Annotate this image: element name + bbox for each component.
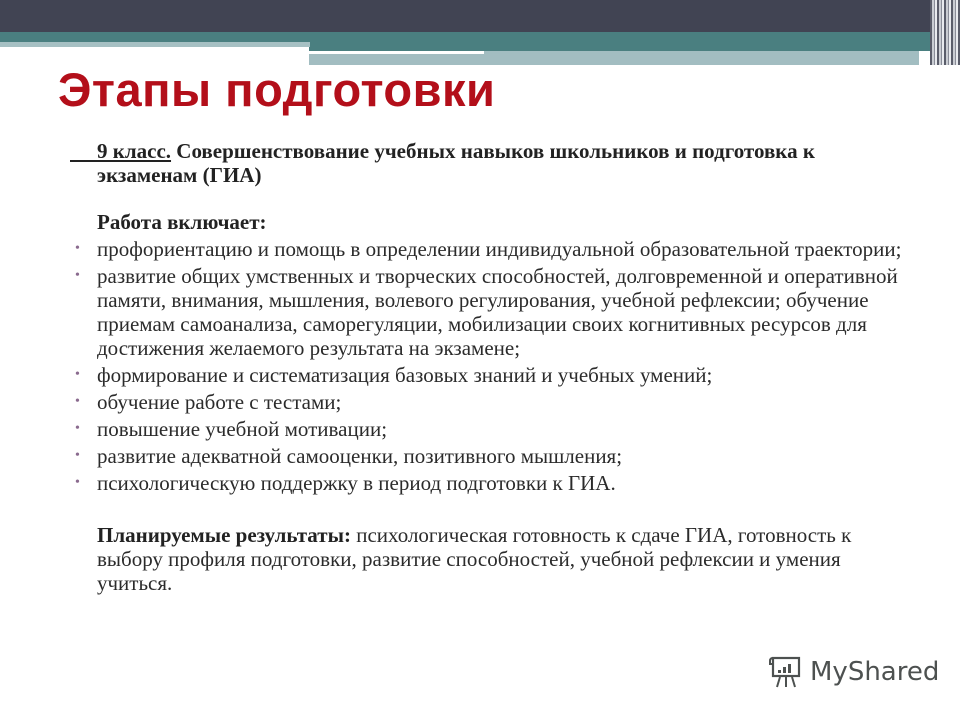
- list-item: [75, 417, 917, 441]
- grade-label: 9 класс.: [97, 139, 172, 163]
- bullet-icon: •: [75, 421, 80, 436]
- list-item: [75, 237, 917, 261]
- list-item: [75, 390, 917, 414]
- header-white-line: [309, 51, 484, 54]
- bullet-icon: •: [75, 241, 80, 256]
- list-item-text: профориентацию и помощь в определении индивидуальной образовательной траектории;: [97, 237, 902, 261]
- list-item: [75, 444, 917, 468]
- bullet-icon: •: [75, 448, 80, 463]
- section-label: Работа включает:: [97, 210, 267, 234]
- bullet-icon: •: [75, 268, 80, 283]
- list-item-text: повышение учебной мотивации;: [97, 417, 388, 441]
- list-item-text: развитие общих умственных и творческих способностей, долговременной и оперативной памяти, внимания, мышления, волевого регулирования, учебной рефлексии; обучение приемам самоанализа, саморегуляции, мобилизации своих когнитивных ресурсов для достижения желаемого результата на экзамене;: [97, 264, 898, 360]
- presentation-board-icon: [768, 655, 804, 689]
- header-right-stripes: [930, 0, 960, 65]
- intro-text: Совершенствование учебных навыков школьников и подготовка к экзаменам (ГИА): [97, 139, 815, 187]
- slide-content: [75, 139, 917, 595]
- list-item: [75, 264, 917, 360]
- list-item-text: психологическую поддержку в период подготовки к ГИА.: [97, 471, 616, 495]
- intro-underline-lead: [70, 160, 97, 162]
- myshared-watermark[interactable]: [768, 655, 939, 689]
- header-light-band-left: [0, 42, 310, 47]
- header-dark-band: [0, 0, 960, 32]
- list-item-text: формирование и систематизация базовых знаний и учебных умений;: [97, 363, 713, 387]
- slide-title: Этапы подготовки: [58, 63, 496, 116]
- intro-paragraph: [97, 139, 917, 187]
- bullet-icon: •: [75, 394, 80, 409]
- planned-results: [97, 523, 917, 595]
- list-item: [75, 363, 917, 387]
- bullet-icon: •: [75, 475, 80, 490]
- watermark-text: MyShared: [810, 657, 940, 687]
- list-item: [75, 471, 917, 495]
- results-text: психологическая готовность к сдаче ГИА, готовность к выбору профиля подготовки, развитие способностей, учебной рефлексии и умения учиться.: [97, 523, 852, 595]
- work-items-list: [75, 237, 917, 495]
- bullet-icon: •: [75, 367, 80, 382]
- header-teal-band-right: [309, 42, 960, 51]
- header-teal-band: [0, 32, 960, 42]
- results-label: Планируемые результаты:: [97, 523, 351, 547]
- list-item-text: развитие адекватной самооценки, позитивного мышления;: [97, 444, 623, 468]
- list-item-text: обучение работе с тестами;: [97, 390, 342, 414]
